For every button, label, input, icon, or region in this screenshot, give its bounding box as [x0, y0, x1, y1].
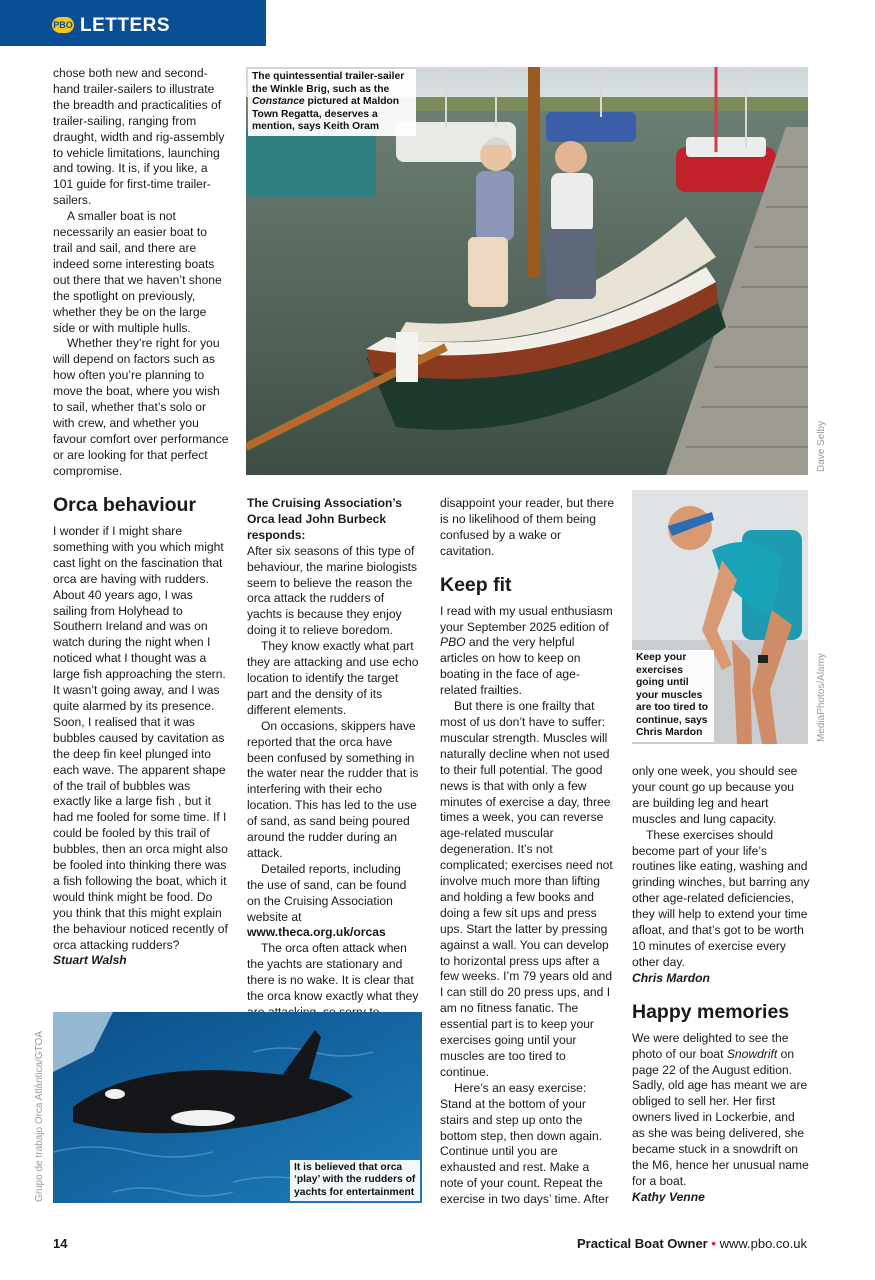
exercise-photo [632, 490, 808, 744]
keepfit-paragraph: Here’s an easy exercise: Stand at the bottom of your stairs and step up onto the bottom step, then down again. Continue until you are exhausted and rest. Make a note of your count. Repeat the exercise in two days’ time. After [440, 1080, 609, 1207]
memories-text: We were delighted to see the photo of our boat Snowdrift on page 22 of the August edition. Sadly, old age has meant we are obliged to sell her. Her first owners lived in Lockerbie, and as she was being delivered, she became stuck in a snowdrift on the M6, hence her unusual name for a boat. [632, 1030, 809, 1188]
keepfit-paragraph: But there is one frailty that most of us don’t have to suffer: muscular strength. Muscles will naturally decline when not used to their full potential. The good news is that with only a few minutes of exercise a day, three times a week, you can reverse age-related muscular degeneration. It’s not complicated; exercises need not involve much more than lifting and holding a few books and doing a few sit ups and press ups. Start the latter by pressing against a wall. You can develop to horizontal press ups after a few weeks. I’m 79 years old and I can still do 20 press ups, and I am no fitness fanatic. The essential part is to keep your exercises going until your muscles are too tired to continue. [440, 699, 613, 1079]
intro-paragraph: Whether they’re right for you will depend on factors such as how often you’re planning to move the boat, where you wish to sail, whether that’s solo or with crew, and whether you favour comfort over performance or are looking for that perfect compromise. [53, 336, 229, 478]
section-title: LETTERS [80, 15, 171, 36]
cruising-association-link[interactable]: www.theca.org.uk/orcas [247, 925, 386, 940]
pbo-logo-badge: PBO [52, 17, 74, 33]
orca-signature: Stuart Walsh [53, 953, 127, 968]
footer-bullet: • [711, 1236, 716, 1251]
response-paragraph: Detailed reports, including the use of sand, can be found on the Cruising Association website at www.theca.org.uk/orcas [247, 861, 407, 940]
orca-photo-caption: It is believed that orca ‘play’ with the rudders of yachts for entertainment [290, 1160, 420, 1202]
keepfit-paragraph: only one week, you should see your count go up because you are building leg and heart muscles and lung capacity. [632, 764, 798, 826]
exercise-photo-caption: Keep your exercises going until your muscles are too tired to continue, says Chris Mardon [632, 650, 714, 742]
magazine-name: Practical Boat Owner [576, 1236, 708, 1251]
orca-heading: Orca behaviour [53, 494, 197, 516]
orca-photo [53, 1012, 422, 1203]
response-paragraph: After six seasons of this type of behaviour, the marine biologists seem to believe the reason the orca attack the rudders of yachts is because they enjoy doing it to relieve boredom. [247, 543, 418, 638]
orca-letter-text: I wonder if I might share something with you which might cast light on the fascination that orca are having with rudders. About 40 years ago, I was sailing from Holyhead to Southern Ireland and was on watch during the night when I noticed what I thought was a large fish approaching the stern. It wasn’t going away, and I was quite alarmed by its presence. Soon, I realised that it was bubbles caused by cavitation as the deep fin keel plunged into each wave. The apparent shape of the trail of bubbles was exactly like a large fish , but it had me fooled for some time. If I could be fooled by this trail of bubbles, then an orca might also be fooled into thinking there was a fish following the boat, which it would think might be food. Do you think that this might explain the behaviour noticed recently of orca attacking rudders? [53, 524, 228, 952]
memories-signature: Kathy Venne [632, 1189, 705, 1204]
orca-letter-column [53, 493, 229, 969]
response-heading: The Cruising Association’s Orca lead John Burbeck responds: [247, 496, 403, 542]
memories-heading: Happy memories [632, 1000, 790, 1023]
exercise-photo-credit: MediaPhotos/Alamy [816, 653, 827, 742]
keepfit-paragraph: I read with my usual enthusiasm your September 2025 edition of PBO and the very helpful articles on how to keep on boating in the face of age-related frailties. [440, 603, 613, 698]
keepfit-signature: Chris Mardon [632, 970, 710, 985]
page-number: 14 [53, 1236, 68, 1251]
winkle-brig-photo [246, 67, 808, 475]
footer-publication [577, 1236, 807, 1251]
memories-column [632, 764, 810, 1206]
response-paragraph: On occasions, skippers have reported that the orca have been confused by something in the water near the rudder that is interfering with their echo location. This has led to the use of sand, as sand being poured around the rudder during an attack. [247, 718, 419, 860]
keepfit-heading: Keep fit [440, 573, 512, 596]
orca-photo-credit: Grupo de trabajo Orca Atlántica/GTOA [34, 1030, 45, 1202]
response-paragraph: They know exactly what part they are attacking and use echo location to identify the target part and the density of its different elements. [247, 639, 419, 717]
section-banner [0, 0, 266, 46]
top-photo-credit: Dave Selby [816, 420, 827, 472]
response-paragraph: The orca often attack when the yachts are stationary and there is no wake. It is clear that the orca know exactly what they [247, 941, 419, 1004]
intro-paragraph: A smaller boat is not necessarily an easier boat to trail and sail, and there are indeed some interesting boats out there that we haven’t shone the spotlight on previously, whether they be on the large side or with multiple hulls. [53, 209, 222, 335]
magazine-url[interactable]: www.pbo.co.uk [719, 1236, 807, 1251]
intro-column [53, 66, 229, 480]
keepfit-column [440, 496, 616, 1208]
keepfit-paragraph: These exercises should become part of your life’s routines like eating, washing and grinding winches, but barring any other age-related deficiencies, they will help to extend your time afloat, and that’s got to be worth 10 minutes of exercise every other day. [632, 827, 810, 969]
intro-paragraph: chose both new and second-hand trailer-sailers to illustrate the breadth and practicalities of trailer-sailing, ranging from draught, width and rig-assembly to vehicle limitations, launching and towing. It is, if you like, a 101 guide for first-time trailer-sailers. [53, 66, 225, 208]
top-photo-caption: The quintessential trailer-sailer the Winkle Brig, such as the Constance pictured at Maldon Town Regatta, deserves a mention, says Keith Oram [248, 69, 416, 136]
response-continuation: disappoint your reader, but there is no likelihood of them being confused by a wake or cavitation. [440, 496, 615, 558]
orca-response-column [247, 496, 420, 1021]
